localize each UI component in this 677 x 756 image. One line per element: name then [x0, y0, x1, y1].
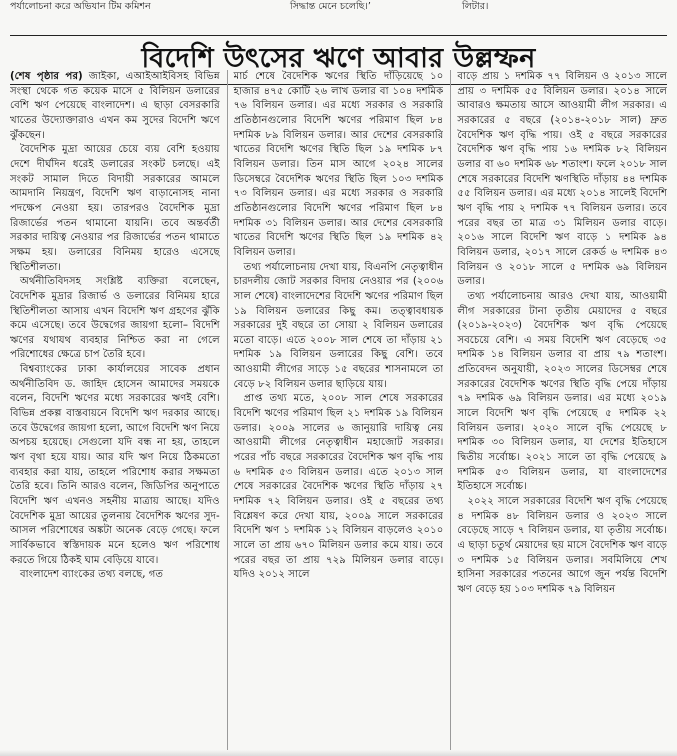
- paragraph: [10, 70, 220, 143]
- page-bottom-edge: [0, 750, 677, 756]
- paragraph: অর্থনীতিবিদসহ সংশ্লিষ্ট ব্যক্তিরা বলেছেন, বৈদেশিক মুদ্রার রিজার্ভ ও ডলারের বিনিময় হারে স্থিতিশীলতা আসায় এখন বিদেশি ঋণ গ্রহণের ঝুঁকি কমে এসেছে। তবে উদ্বেগের জায়গা হলো– বিদেশি ঋণের যথাযথ ব্যবহার নিশ্চিত করা না গেলে পরিশোধের ক্ষেত্রে চাপ তৈরি হবে।: [10, 276, 220, 361]
- paragraph: ২০২২ সালে সরকারের বিদেশি ঋণ বৃদ্ধি পেয়েছে ৪ দশমিক ৪৮ বিলিয়ন ডলার ও ২০২৩ সালে বেড়েছে সাড়ে ৭ বিলিয়ন ডলার, যা তৃতীয় সর্বোচ্চ। এ ছাড়া চতুর্থ মেয়াদের ছয় মাসে বৈদেশিক ঋণ বাড়ে ৩ দশমিক ১৫ বিলিয়ন ডলার। সবমিলিয়ে শেখ হাসিনা সরকারের পতনের আগে জুন পর্যন্ত বিদেশি ঋণ বেড়ে হয় ১০৩ দশমিক ৭৯ বিলিয়ন: [457, 496, 668, 595]
- column-2: [227, 70, 444, 756]
- column-3: [450, 70, 667, 756]
- previous-article-tail: [0, 0, 677, 14]
- paragraph: প্রাপ্ত তথ্য মতে, ২০০৮ সাল শেষে সরকারের বিদেশি ঋণের পরিমাণ ছিল ২১ দশমিক ১৯ বিলিয়ন ডলার। ২০০৯ সালের ৬ জানুয়ারি দায়িত্ব নেয় আওয়ামী লীগের নেতৃত্বাধীন মহাজোট সরকার। পরের পাঁচ বছরে সরকারের বৈদেশিক ঋণ বৃদ্ধি পায় ৬ দশমিক ৫৩ বিলিয়ন ডলার। এতে ২০১৩ সাল শেষে সরকারের বৈদেশিক ঋণের স্থিতি দাঁড়ায় ২৭ দশমিক ৭২ বিলিয়ন ডলার। ওই ৫ বছরের তথ্য বিশ্লেষণ করে দেখা যায়, ২০০৯ সালে সরকারের বিদেশি ঋণ ১ দশমিক ১২ বিলিয়ন বাড়লেও ২০১০ সালে তা প্রায় ৬৭০ মিলিয়ন ডলার কমে যায়। তবে পরের বছর তা প্রায় ৭২৯ মিলিয়ন ডলার বাড়ে। যদিও ২০১২ সালে: [233, 393, 444, 581]
- paragraph: বিশ্বব্যাংকের ঢাকা কার্যালয়ের সাবেক প্রধান অর্থনীতিবিদ ড. জাহিদ হোসেন আমাদের সময়কে বলেন, বিদেশি ঋণের মধ্যে সরকারের ঋণই বেশি। বিভিন্ন প্রকল্প বাস্তবায়নে বিদেশি ঋণ দরকার আছে। তবে উদ্বেগের জায়গা হলো, আগে বিদেশি ঋণ নিয়ে অপচয় হয়েছে। সেগুলো যদি বন্ধ না হয়, তাহলে ঋণ বৃথা হয়ে যায়। আর যদি ঋণ নিয়ে ঠিকমতো ব্যবহার করা যায়, তাহলে পরিশোধ করার সক্ষমতা তৈরি হবে। তিনি আরও বলেন, জিডিপির অনুপাতে বিদেশি ঋণ এখনও সহনীয় মাত্রায় আছে। যদিও বৈদেশিক মুদ্রা আয়ের তুলনায় বৈদেশিক ঋণের সুদ-আসল পরিশোধের অঙ্কটা অনেক বেড়ে গেছে। ফলে সার্বিকভাবে স্বস্তিদায়ক মনে হলেও ঋণ পরিশোধ করতে গিয়ে ঠিকই ঘাম বেড়িয়ে যাবে।: [10, 364, 220, 566]
- article-headline: বিদেশি উৎসের ঋণে আবার উল্লম্ফন: [10, 35, 667, 85]
- paragraph: বৈদেশিক মুদ্রা আয়ের চেয়ে ব্যয় বেশি হওয়ায় দেশে দীর্ঘদিন ধরেই ডলারের সংকট চলছে। এই সংকট সামাল দিতে বিদায়ী সরকারের আমলে আমদানি নিয়ন্ত্রণ, বিদেশি ঋণ বাড়ানোসহ নানা পদক্ষেপ নেওয়া হয়। তারপরও বৈদেশিক মুদ্রা রিজার্ভের পতন থামানো যায়নি। তবে অন্তর্বর্তী সরকার দায়িত্ব নেওয়ার পর রিজার্ভের পতন থামাতে সক্ষম হয়। ডলারের বিনিময় হারেও এসেছে স্থিতিশীলতা।: [10, 144, 220, 273]
- top-text-right: লিটার।: [462, 1, 489, 12]
- paragraph: বাংলাদেশ ব্যাংকের তথ্য বলছে, গত: [20, 569, 164, 581]
- article-body: [10, 70, 667, 756]
- column-1: [10, 70, 220, 756]
- paragraph: বাড়ে প্রায় ১ দশমিক ৭৭ বিলিয়ন ও ২০১৩ সালে প্রায় ৩ দশমিক ৫৫ বিলিয়ন ডলার। ২০১৪ সালে আবারও ক্ষমতায় আসে আওয়ামী লীগ সরকার। এ সরকারের ৫ বছরে (২০১৪-২০১৮ সাল) দ্রুত বৈদেশিক ঋণ বৃদ্ধি পায়। ওই ৫ বছরে সরকারের বৈদেশিক ঋণ বৃদ্ধি পায় ১৬ দশমিক ৮২ বিলিয়ন ডলার বা ৬০ দশমিক ৬৮ শতাংশ। ফলে ২০১৮ সাল শেষে সরকারের বিদেশি ঋণস্থিতি দাঁড়ায় ৪৪ দশমিক ৫৫ বিলিয়ন ডলার। এর মধ্যে ২০১৪ সালেই বিদেশি ঋণ বৃদ্ধি পায় ২ দশমিক ৭৭ বিলিয়ন ডলার। তবে পরের বছর তা মাত্র ৩১ মিলিয়ন ডলার বাড়ে। ২০১৬ সালে বিদেশি ঋণ বাড়ে ১ দশমিক ৯৪ বিলিয়ন ডলার, ২০১৭ সালে রেকর্ড ৬ দশমিক ৪৩ বিলিয়ন ও ২০১৮ সালে ৫ দশমিক ৬৯ বিলিয়ন ডলার।: [457, 71, 668, 288]
- paragraph-text: জাইকা, এআইআইবিসহ বিভিন্ন সংস্থা থেকে গত কয়েক মাসে ৫ বিলিয়ন ডলারের বেশি ঋণ পেয়েছে বাংলাদেশ। এ ছাড়া বেসরকারি খাতের উদ্যোক্তারাও এখন কম সুদের বিদেশি ঋণে ঝুঁকছেন।: [10, 71, 220, 141]
- paragraph: তথ্য পর্যালোচনায় আরও দেখা যায়, আওয়ামী লীগ সরকারের টানা তৃতীয় মেয়াদের ৫ বছরে (২০১৯-২০২৩) বৈদেশিক ঋণ বৃদ্ধি পেয়েছে সবচেয়ে বেশি। এ সময় বিদেশি ঋণ বেড়েছে ৩৫ দশমিক ১৪ বিলিয়ন ডলার বা প্রায় ৭৯ শতাংশ। প্রতিবেদন অনুযায়ী, ২০২৩ সালের ডিসেম্বর শেষে সরকারের বৈদেশিক ঋণের স্থিতি বৃদ্ধি পেয়ে দাঁড়ায় ৭৯ দশমিক ৬৯ বিলিয়ন ডলার। এর মধ্যে ২০১৯ সালে বিদেশি ঋণ বৃদ্ধি পেয়েছে ৫ দশমিক ২২ বিলিয়ন ডলার। ২০২০ সালে বৃদ্ধি পেয়েছে ৮ দশমিক ৩০ বিলিয়ন ডলার, যা দেশের ইতিহাসে দ্বিতীয় সর্বোচ্চ। ২০২১ সালে তা বৃদ্ধি পেয়েছে ৯ দশমিক ৫৩ বিলিয়ন ডলার, যা বাংলাদেশের ইতিহাসে সর্বোচ্চ।: [457, 290, 668, 493]
- top-text-middle: সিদ্ধান্ত মেনে চলেছি।’: [290, 1, 371, 12]
- paragraph: তথ্য পর্যালোচনায় দেখা যায়, বিএনপি নেতৃত্বাধীন চারদলীয় জোট সরকার বিদায় নেওয়ার পর (২০০৬ সাল শেষে) বাংলাদেশের বিদেশি ঋণের পরিমাণ ছিল ১৯ বিলিয়ন ডলারের কিছু কম। তত্ত্বাবধায়ক সরকারের দুই বছরে তা সোয়া ২ বিলিয়ন ডলারের মতো বাড়ে। এতে ২০০৮ সাল শেষে তা দাঁড়ায় ২১ দশমিক ১৯ বিলিয়ন ডলারের কিছু বেশি। তবে আওয়ামী লীগের সাড়ে ১৫ বছরের শাসনামলে তা বেড়ে ৮২ বিলিয়ন ডলার ছাড়িয়ে যায়।: [233, 261, 444, 390]
- top-text-left: পর্যালোচনা করে অভিযান টিম কমিশন: [10, 1, 151, 12]
- paragraph: মার্চ শেষে বৈদেশিক ঋণের স্থিতি দাঁড়িয়েছে ১০ হাজার ৪৭৫ কোটি ২৬ লাখ ডলার বা ১০৪ দশমিক ৭৬ বিলিয়ন ডলার। এর মধ্যে সরকার ও সরকারি প্রতিষ্ঠানগুলোর বিদেশি ঋণের পরিমাণ ছিল ৮৪ দশমিক ৮৯ বিলিয়ন ডলার। আর দেশের বেসরকারি খাতের বিদেশি ঋণের স্থিতি ছিল ১৯ দশমিক ৮৭ বিলিয়ন ডলার। তিন মাস আগে ২০২৪ সালের ডিসেম্বরে বৈদেশিক ঋণের স্থিতি ছিল ১০৩ দশমিক ৭৩ বিলিয়ন ডলার। এর মধ্যে সরকার ও সরকারি প্রতিষ্ঠানগুলোর বিদেশি ঋণের পরিমাণ ছিল ৮৪ দশমিক ৩১ বিলিয়ন ডলার। আর দেশের বেসরকারি খাতের বিদেশি ঋণের স্থিতি ছিল ১৯ দশমিক ৪২ বিলিয়ন ডলার।: [233, 71, 444, 258]
- continued-kicker: (শেষ পৃষ্ঠার পর): [10, 71, 83, 82]
